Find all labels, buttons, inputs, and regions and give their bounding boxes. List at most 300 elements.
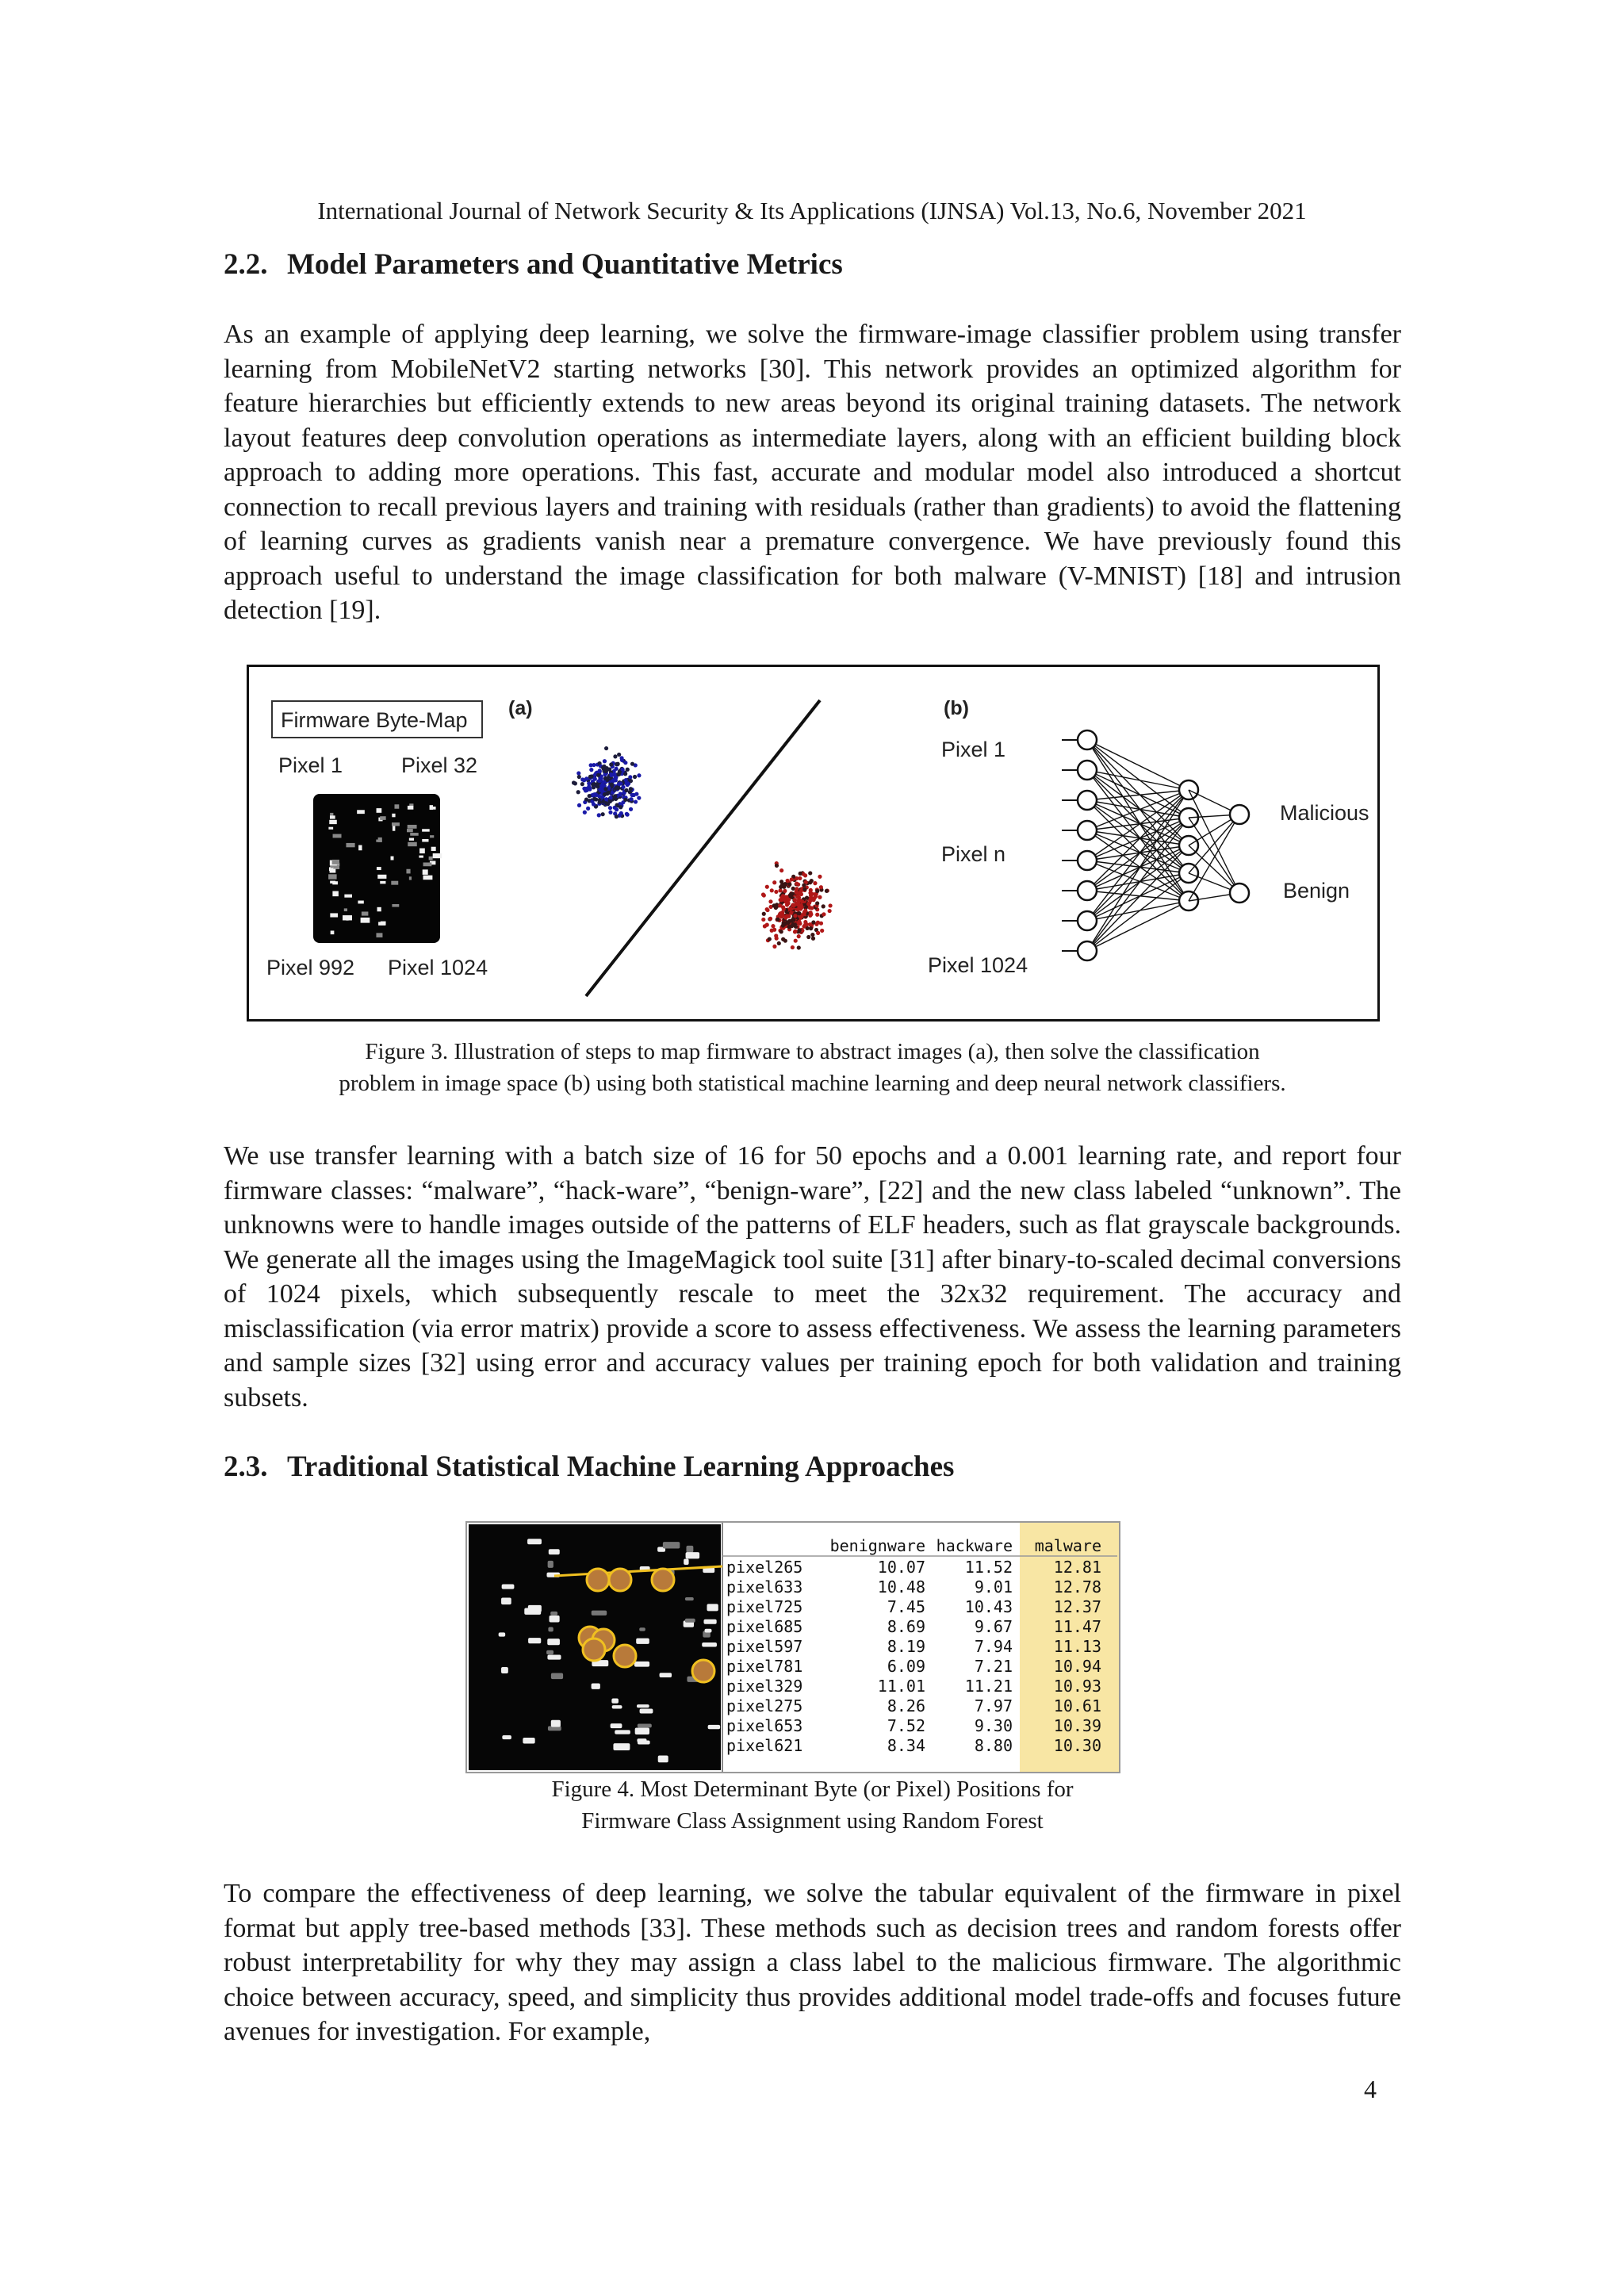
red-point	[774, 890, 778, 894]
input-pixel-1024-label: Pixel 1024	[928, 953, 1028, 977]
red-point	[813, 881, 817, 885]
red-point	[780, 884, 784, 887]
blue-point	[586, 807, 590, 811]
byte-map-dot	[376, 933, 382, 937]
red-point	[799, 903, 803, 907]
blue-point	[607, 791, 611, 795]
blue-cluster	[572, 746, 642, 818]
image-dot	[640, 1708, 653, 1713]
pixel-marker	[583, 1639, 605, 1661]
blue-point	[577, 803, 581, 807]
red-point	[762, 893, 766, 897]
figure-4	[465, 1521, 1120, 1773]
byte-map-dot	[332, 860, 339, 864]
input-pixel-1-label: Pixel 1	[941, 738, 1006, 761]
section-number: 2.3.	[224, 1451, 268, 1483]
byte-map-dot	[422, 839, 428, 842]
row-pixel-label: pixel633	[726, 1577, 803, 1596]
blue-point	[633, 775, 637, 779]
image-dot	[612, 1705, 622, 1708]
red-point	[808, 871, 812, 875]
blue-point	[597, 813, 601, 817]
image-dot	[549, 1549, 560, 1554]
red-point	[782, 907, 786, 911]
red-point	[789, 892, 793, 896]
red-point	[818, 875, 822, 879]
blue-point	[629, 787, 633, 791]
row-benignware-value: 7.52	[887, 1716, 925, 1735]
row-pixel-label: pixel621	[726, 1736, 803, 1755]
red-point	[793, 930, 797, 933]
byte-map-dot	[431, 807, 436, 810]
image-dot	[684, 1558, 688, 1564]
blue-point	[599, 788, 603, 792]
red-point	[828, 903, 832, 907]
red-point	[815, 913, 819, 917]
byte-map-dot	[333, 834, 342, 838]
blue-point	[597, 779, 601, 783]
byte-map-dot	[408, 825, 417, 829]
red-point	[825, 889, 829, 893]
red-point	[781, 937, 785, 941]
byte-map-dot	[408, 806, 413, 810]
byte-map-dot	[419, 856, 423, 858]
blue-point	[623, 772, 627, 776]
input-node	[1078, 791, 1097, 810]
red-point	[777, 941, 781, 945]
byte-map-dot	[431, 847, 436, 851]
image-dot	[660, 1673, 672, 1677]
red-point	[818, 895, 822, 899]
input-node	[1078, 911, 1097, 930]
red-point	[768, 937, 772, 941]
byte-map-dot	[394, 804, 399, 808]
red-point	[811, 937, 815, 941]
blue-point	[626, 813, 630, 817]
red-point	[815, 889, 819, 893]
blue-point	[626, 768, 630, 772]
blue-point	[592, 792, 596, 796]
input-node	[1078, 881, 1097, 900]
row-pixel-label: pixel653	[726, 1716, 803, 1735]
blue-point	[621, 768, 625, 772]
blue-point	[589, 768, 593, 772]
byte-map-dot	[361, 918, 370, 923]
red-point	[797, 911, 801, 915]
row-malware-value: 11.13	[1053, 1637, 1101, 1656]
blue-point	[613, 794, 617, 798]
byte-map-dot	[392, 814, 395, 818]
byte-map-dot	[407, 829, 413, 832]
pixel-marker	[614, 1645, 636, 1667]
row-benignware-value: 8.26	[887, 1696, 925, 1715]
row-pixel-label: pixel275	[726, 1696, 803, 1715]
column-header: hackware	[936, 1536, 1013, 1555]
image-dot	[548, 1561, 553, 1568]
red-point	[791, 945, 795, 949]
image-dot	[634, 1662, 649, 1667]
image-dot	[551, 1720, 561, 1727]
red-point	[772, 945, 776, 949]
blue-point	[596, 773, 600, 777]
image-dot	[523, 1738, 534, 1744]
blue-point	[630, 762, 634, 766]
row-hackware-value: 7.21	[974, 1657, 1013, 1676]
red-point	[787, 882, 791, 886]
image-dot	[502, 1584, 515, 1589]
red-point	[795, 882, 799, 886]
blue-point	[615, 807, 619, 811]
image-dot	[611, 1723, 622, 1728]
byte-map-dot	[358, 845, 362, 851]
red-point	[779, 930, 783, 933]
red-point	[791, 903, 795, 907]
blue-point	[610, 784, 614, 788]
image-dot	[705, 1629, 712, 1633]
output-node	[1230, 884, 1249, 903]
byte-map-dot	[344, 908, 347, 911]
byte-map-dot	[433, 853, 442, 858]
red-point	[770, 888, 774, 892]
blue-point	[629, 779, 633, 783]
image-dot	[703, 1619, 716, 1624]
red-point	[810, 879, 814, 883]
red-point	[809, 926, 813, 930]
row-hackware-value: 7.94	[974, 1637, 1013, 1656]
blue-point	[615, 815, 619, 818]
column-header: malware	[1034, 1536, 1101, 1555]
red-point	[765, 908, 769, 912]
row-benignware-value: 10.48	[877, 1577, 925, 1596]
blue-point	[610, 772, 614, 776]
byte-map-dot	[391, 857, 394, 861]
row-pixel-label: pixel781	[726, 1657, 803, 1676]
row-pixel-label: pixel685	[726, 1617, 803, 1636]
pixel-1024-label: Pixel 1024	[388, 956, 488, 979]
row-malware-value: 10.39	[1053, 1716, 1101, 1735]
byte-map-dot	[344, 895, 352, 898]
figure-3	[247, 665, 1380, 1022]
blue-point	[634, 799, 638, 803]
row-malware-value: 10.94	[1053, 1657, 1101, 1676]
red-point	[789, 911, 793, 915]
blue-point	[588, 794, 592, 798]
figure-3-caption	[224, 1036, 1401, 1099]
blue-point	[608, 811, 612, 815]
journal-header: International Journal of Network Security & Its Applications (IJNSA) Vol.13, No.6, November 2021	[317, 197, 1307, 224]
section-title: Traditional Statistical Machine Learning Approaches	[287, 1451, 955, 1483]
red-point	[762, 912, 766, 916]
red-point	[795, 887, 799, 891]
blue-point	[608, 806, 612, 810]
caption-line-2: Firmware Class Assignment using Random Forest	[581, 1808, 1044, 1834]
red-point	[775, 864, 779, 868]
red-point	[787, 925, 791, 929]
image-dot	[592, 1611, 607, 1616]
output-malicious-label: Malicious	[1280, 801, 1369, 825]
blue-point	[632, 793, 636, 797]
red-point	[808, 891, 812, 895]
red-cluster	[761, 861, 833, 950]
image-dot	[527, 1539, 542, 1544]
blue-point	[587, 784, 591, 788]
red-point	[771, 924, 775, 928]
blue-point	[604, 797, 608, 801]
byte-map-dot	[406, 869, 410, 874]
byte-map-dot	[392, 822, 400, 826]
red-point	[768, 917, 772, 921]
blue-point	[614, 767, 618, 771]
blue-point	[572, 780, 576, 784]
blue-point	[592, 797, 596, 801]
blue-point	[602, 765, 606, 769]
byte-map-dot	[328, 874, 336, 879]
byte-map-dot	[328, 827, 333, 830]
red-point	[799, 899, 802, 903]
blue-point	[603, 792, 607, 796]
red-point	[797, 920, 801, 924]
paragraph-1	[224, 317, 1401, 628]
blue-point	[604, 801, 608, 805]
byte-map-dot	[329, 820, 337, 824]
image-dot	[613, 1743, 630, 1750]
blue-point	[619, 805, 622, 809]
column-header-benignware: benignware	[829, 1536, 925, 1555]
red-point	[770, 929, 774, 933]
blue-point	[630, 797, 634, 801]
red-point	[787, 898, 791, 902]
image-dot	[638, 1740, 650, 1744]
row-benignware-value: 8.69	[887, 1617, 925, 1636]
input-node	[1078, 730, 1097, 749]
red-point	[772, 880, 776, 884]
caption-line-1: Figure 3. Illustration of steps to map firmware to abstract images (a), then solve the classification	[365, 1039, 1260, 1064]
row-benignware-value: 8.19	[887, 1637, 925, 1656]
blue-point	[583, 811, 587, 815]
red-point	[811, 898, 815, 902]
image-dot	[524, 1608, 541, 1615]
blue-point	[601, 812, 605, 816]
paragraph-text: We use transfer learning with a batch size of 16 for 50 epochs and a 0.001 learning rate, and report four firmware classes: “malware”, “hack-ware”, “benign-ware”, [22] and the new class labeled “unknown”. The unknowns were to handle images outside of the patterns of ELF headers, such as flat grayscale backgrounds. We generate all the images using the ImageMagick tool suite [31] after binary-to-scaled decimal conversions of 1024 pixels, which subsequently rescale to meet the 32x32 requirement. The accuracy and misclassification (via error matrix) provide a score to assess effectiveness. We assess the learning parameters and sample sizes [32] using error and accuracy values per training epoch for both validation and training subsets.	[224, 1141, 1401, 1412]
blue-point	[621, 785, 625, 789]
byte-map-dot	[357, 810, 365, 814]
row-hackware-value: 7.97	[974, 1696, 1013, 1715]
paragraph-text: As an example of applying deep learning, we solve the firmware-image classifier problem using transfer learning from MobileNetV2 starting networks [30]. This network provides an optimized algorithm for feature hierarchies but efficiently extends to new areas beyond its original training datasets. The network layout features deep convolution operations as intermediate layers, along with an efficient building block approach to adding more operations. This fast, accurate and modular model also introduced a shortcut connection to recall previous layers and training with residuals (rather than gradients) to avoid the flattening of learning curves as gradients vanish near a premature convergence. We have previously found this approach useful to understand the image classification for both malware (V-MNIST) [18] and intrusion detection [19].	[224, 320, 1401, 625]
row-malware-value: 12.81	[1053, 1558, 1101, 1577]
image-dot	[501, 1667, 508, 1673]
red-point	[772, 903, 776, 907]
blue-point	[591, 782, 595, 786]
image-dot	[528, 1638, 541, 1643]
byte-map-dot	[330, 815, 335, 818]
row-benignware-value: 7.45	[887, 1597, 925, 1616]
paragraph-3	[224, 1876, 1401, 2049]
red-point	[781, 894, 785, 898]
row-benignware-value: 11.01	[877, 1677, 925, 1696]
image-dot	[502, 1735, 511, 1739]
image-dot	[551, 1673, 563, 1679]
panel-b-label: (b)	[944, 697, 969, 719]
byte-map-dot	[332, 891, 338, 897]
byte-map-dot	[346, 843, 354, 847]
red-point	[794, 939, 798, 943]
blue-point	[609, 762, 613, 766]
byte-map-dot	[429, 857, 433, 861]
output-node	[1230, 805, 1249, 824]
pixel-1-label: Pixel 1	[278, 753, 343, 777]
blue-point	[619, 792, 622, 795]
blue-point	[624, 788, 628, 792]
image-dot	[638, 1723, 652, 1727]
red-point	[791, 887, 795, 891]
byte-map-dot	[423, 869, 428, 875]
blue-point	[618, 781, 622, 785]
red-point	[810, 933, 814, 937]
blue-point	[598, 769, 602, 772]
row-malware-value: 10.30	[1053, 1736, 1101, 1755]
image-dot	[685, 1619, 695, 1623]
image-dot	[636, 1639, 649, 1644]
pixel-marker	[652, 1569, 674, 1591]
output-benign-label: Benign	[1283, 879, 1350, 903]
decision-boundary-line	[586, 700, 820, 996]
row-hackware-value: 9.67	[974, 1617, 1013, 1636]
red-point	[798, 928, 802, 932]
row-hackware-value: 9.30	[974, 1716, 1013, 1735]
image-dot	[663, 1542, 680, 1548]
red-point	[822, 904, 825, 908]
row-pixel-label: pixel725	[726, 1597, 803, 1616]
blue-point	[592, 803, 596, 807]
byte-map-dot	[409, 838, 414, 841]
red-point	[822, 912, 825, 916]
image-dot	[708, 1725, 721, 1729]
row-malware-value: 10.93	[1053, 1677, 1101, 1696]
red-point	[785, 879, 789, 883]
row-benignware-value: 6.09	[887, 1657, 925, 1676]
neural-network-diagram	[1062, 730, 1249, 960]
page-number: 4	[1364, 2075, 1377, 2103]
pixel-992-label: Pixel 992	[266, 956, 355, 979]
red-point	[793, 898, 797, 902]
pixel-marker	[609, 1569, 631, 1591]
red-point	[820, 929, 824, 933]
pixel-32-label: Pixel 32	[401, 753, 478, 777]
figure-3-graphic	[249, 667, 1377, 1019]
blue-point	[625, 781, 629, 785]
input-node	[1078, 761, 1097, 780]
blue-point	[603, 759, 607, 763]
blue-point	[577, 775, 581, 779]
byte-map-dot	[380, 881, 385, 884]
blue-point	[582, 787, 586, 791]
red-point	[791, 922, 795, 926]
red-point	[795, 895, 799, 899]
input-node	[1078, 941, 1097, 960]
byte-map-dot	[392, 904, 399, 907]
row-malware-value: 11.47	[1053, 1617, 1101, 1636]
image-dot	[702, 1642, 717, 1646]
row-malware-value: 12.78	[1053, 1577, 1101, 1596]
image-dot	[658, 1755, 668, 1762]
byte-map-title: Firmware Byte-Map	[281, 708, 468, 732]
row-hackware-value: 9.01	[974, 1577, 1013, 1596]
red-point	[803, 909, 807, 913]
section-title: Model Parameters and Quantitative Metrics	[287, 248, 843, 281]
row-benignware-value: 8.34	[887, 1736, 925, 1755]
row-pixel-label: pixel329	[726, 1677, 803, 1696]
byte-map-dot	[330, 813, 333, 816]
image-dot	[615, 1730, 630, 1734]
blue-point	[603, 787, 607, 791]
image-dot	[550, 1612, 557, 1616]
image-dot	[501, 1597, 511, 1604]
red-point	[765, 923, 769, 927]
figure-4-graphic	[467, 1523, 1119, 1772]
byte-map-dot	[393, 826, 395, 831]
byte-map-dot	[377, 875, 386, 879]
row-pixel-label: pixel265	[726, 1558, 803, 1577]
image-dot	[550, 1616, 560, 1623]
byte-map-dot	[377, 907, 381, 911]
blue-point	[623, 798, 627, 802]
red-point	[819, 885, 823, 889]
section-number: 2.2.	[224, 248, 268, 281]
blue-point	[584, 797, 588, 801]
red-point	[761, 918, 765, 922]
red-point	[797, 934, 801, 938]
blue-point	[576, 771, 580, 775]
red-point	[790, 877, 794, 881]
byte-map-dot	[408, 842, 417, 846]
image-dot	[686, 1552, 700, 1558]
byte-map-dot	[358, 901, 363, 904]
row-hackware-value: 11.21	[964, 1677, 1013, 1696]
byte-map-dot	[423, 862, 432, 866]
blue-point	[584, 776, 588, 780]
byte-map-dot	[377, 867, 381, 870]
row-malware-value: 10.61	[1053, 1696, 1101, 1715]
byte-map-dot	[423, 876, 432, 880]
image-dot	[592, 1683, 600, 1688]
caption-line-1: Figure 4. Most Determinant Byte (or Pixel) Positions for	[551, 1777, 1074, 1802]
row-hackware-value: 10.43	[964, 1597, 1013, 1616]
red-point	[774, 933, 778, 937]
table-headers	[936, 1536, 1101, 1555]
image-dot	[546, 1650, 553, 1654]
image-dot	[686, 1546, 693, 1553]
section-heading-2-2	[224, 247, 843, 282]
image-dot	[685, 1597, 694, 1600]
red-point	[809, 912, 813, 916]
red-point	[819, 922, 823, 926]
byte-map-dot	[409, 876, 412, 880]
image-dot	[499, 1632, 506, 1636]
byte-map-dot	[331, 930, 335, 934]
blue-point	[588, 775, 592, 779]
byte-map-dot	[343, 915, 352, 920]
row-benignware-value: 10.07	[877, 1558, 925, 1577]
red-point	[787, 919, 791, 923]
pixel-marker	[587, 1569, 609, 1591]
byte-map-dot	[330, 868, 336, 872]
byte-map-dot	[376, 840, 381, 842]
blue-point	[623, 761, 627, 765]
red-point	[810, 906, 814, 910]
blue-point	[589, 763, 593, 767]
row-pixel-label: pixel597	[726, 1637, 803, 1656]
red-point	[802, 887, 806, 891]
